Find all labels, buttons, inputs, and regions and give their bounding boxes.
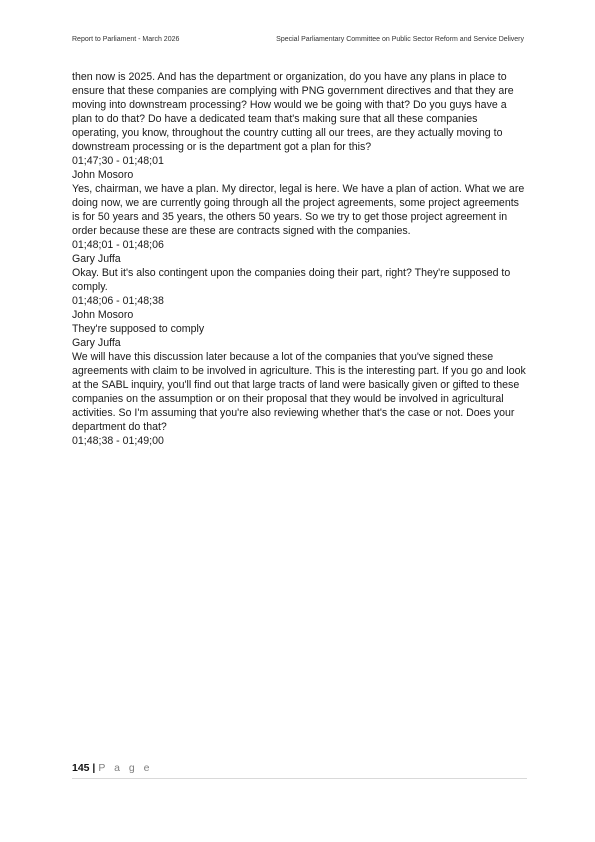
page-number: 145 | <box>72 762 96 774</box>
page-footer <box>72 762 527 779</box>
timestamp: 01;48;38 - 01;49;00 <box>72 435 164 447</box>
speech-text: Okay. But it's also contingent upon the companies doing their part, right? They're supposed to comply. <box>72 267 511 293</box>
speech-text: We will have this discussion later because a lot of the companies that you've signed these agreements with claim to be involved in agriculture. This is the interesting part. If you go and look at the SABL inquiry, you'll find out that large tracts of land were basically given or gifted to these companies on the assumption or on their proposal that they would be involved in agricultural activities. So I'm assuming that you're also reviewing whether that's the case or not. Does your department do that? <box>72 351 526 433</box>
header-report-title: Report to Parliament - March 2026 <box>72 36 180 43</box>
page-header <box>72 36 524 48</box>
speaker-name: Gary Juffa <box>72 253 121 265</box>
transcript-body <box>72 70 527 448</box>
timestamp: 01;48;01 - 01;48;06 <box>72 239 164 251</box>
speech-text: They're supposed to comply <box>72 323 205 335</box>
intro-paragraph: then now is 2025. And has the department or organization, do you have any plans in place to ensure that these companies are complying with PNG government directives and that they are moving into downstream processing? How would we be going with that? Do you guys have a plan to do that? Do have a dedicated team that's making sure that all these companies operating, you know, throughout the country cutting all our trees, are they actually moving to downstream processing or is the department got a plan for this? <box>72 71 514 153</box>
header-committee-name: Special Parliamentary Committee on Public Sector Reform and Service Delivery <box>276 36 524 43</box>
speaker-name: John Mosoro <box>72 169 134 181</box>
speaker-name: Gary Juffa <box>72 337 121 349</box>
page-label: P a g e <box>98 762 153 774</box>
timestamp: 01;48;06 - 01;48;38 <box>72 295 164 307</box>
speaker-name: John Mosoro <box>72 309 134 321</box>
timestamp: 01;47;30 - 01;48;01 <box>72 155 164 167</box>
speech-text: Yes, chairman, we have a plan. My director, legal is here. We have a plan of action. What we are doing now, we are currently going through all the project agreements, some project agreements is for 50 years and 35 years, the others 50 years. So we try to get those project agreement in order because these are these are contracts signed with the companies. <box>72 183 525 237</box>
